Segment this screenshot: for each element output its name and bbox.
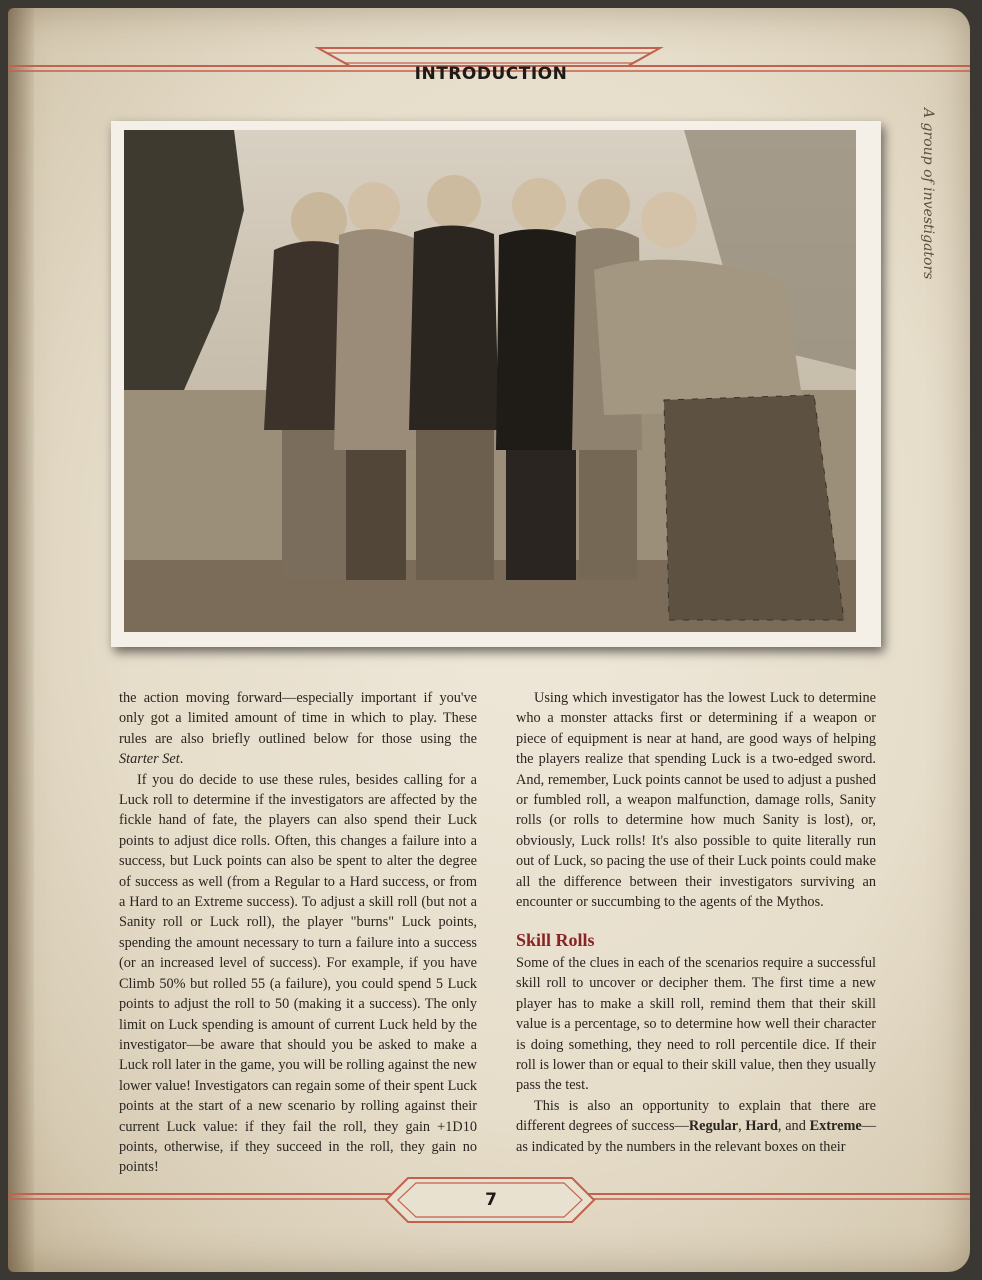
page-number: 7 (485, 1190, 497, 1210)
skill-rolls-heading: Skill Rolls (516, 930, 595, 951)
separator-1: , (738, 1118, 746, 1135)
photo-caption: A group of investigators (920, 108, 936, 280)
starter-set-title: Starter Set (119, 751, 180, 768)
investigators-photo (124, 130, 856, 632)
hard-term: Hard (745, 1118, 778, 1135)
person-3 (409, 175, 499, 580)
left-paragraph-1-text: the action moving forward—especially important if you've only got a limited amount of time in which to play. These rules are also briefly outlined below for those using the (119, 690, 477, 747)
regular-term: Regular (688, 1118, 739, 1135)
left-text-column (119, 688, 477, 1178)
book-spine-shadow (8, 8, 34, 1272)
right-paragraph-1: Using which investigator has the lowest Luck to determine who a monster attacks first or determining if a weapon or piece of equipment is near at hand, are good ways of helping the players realize that spending Luck is a two-edged sword. And, remember, Luck points cannot be used to adjust a pushed or fumbled roll, a weapon malfunction, damage rolls, Sanity rolls (or rolls to determine how much Sanity is lost), or, obviously, Luck rolls! It's also possible to quite literally run out of Luck, so pacing the use of their Luck points could make all the difference between their investigators surviving an encounter or succumbing to the agents of the Mythos. (516, 690, 876, 911)
chapter-title: INTRODUCTION (414, 64, 568, 84)
right-paragraph-3-end: — as indicated by the numbers in the relevant boxes on their (516, 1118, 876, 1155)
left-paragraph-1 (119, 688, 477, 770)
right-paragraph-3 (516, 1096, 876, 1157)
right-text-column (516, 688, 876, 1157)
person-4 (496, 178, 584, 580)
left-paragraph-1-end: . (179, 751, 184, 768)
separator-2: , and (777, 1118, 810, 1135)
right-paragraph-3-start: This is also an opportunity to explain that there are different degrees of success— (516, 1097, 876, 1135)
extreme-term: Extreme (809, 1118, 862, 1135)
left-paragraph-2: If you do decide to use these rules, besides calling for a Luck roll to determine if the investigators are affected by the fickle hand of fate, the players can also spend their Luck points to adjust dice rolls. Often, this changes a failure into a success, but Luck points can also be spent to alter the degree of success as well (from a Regular to a Hard success, or from a Hard to an Extreme success). To adjust a skill roll (but not a Sanity roll or Luck roll), the player "burns" Luck points, spending the amount necessary to turn a failure into a success (or an increased level of success). For example, if you have Climb 50% but rolled 55 (a failure), you could spend 5 Luck points to adjust the roll to 50 (making it a success). The only limit on Luck spending is amount of current Luck held by the investigator—be aware that should you be asked to make a Luck roll later in the game, you will be rolling against the new lower value! Investigators can regain some of their spent Luck points at the start of a new scenario by rolling against their current Luck value: if they fail the roll, they gain +1D10 points, otherwise, if they succeed in the roll, they gain no points! (119, 771, 477, 1176)
photo-illustration (124, 130, 856, 632)
right-paragraph-2: Some of the clues in each of the scenarios require a successful skill roll to uncover or decipher them. The first time a new player has to make a skill roll, remind them that their skill value is a percentage, so to determine how well their character is doing something, they need to roll percentile dice. If their roll is lower than or equal to their skill value, then they usually pass the test. (516, 954, 876, 1094)
